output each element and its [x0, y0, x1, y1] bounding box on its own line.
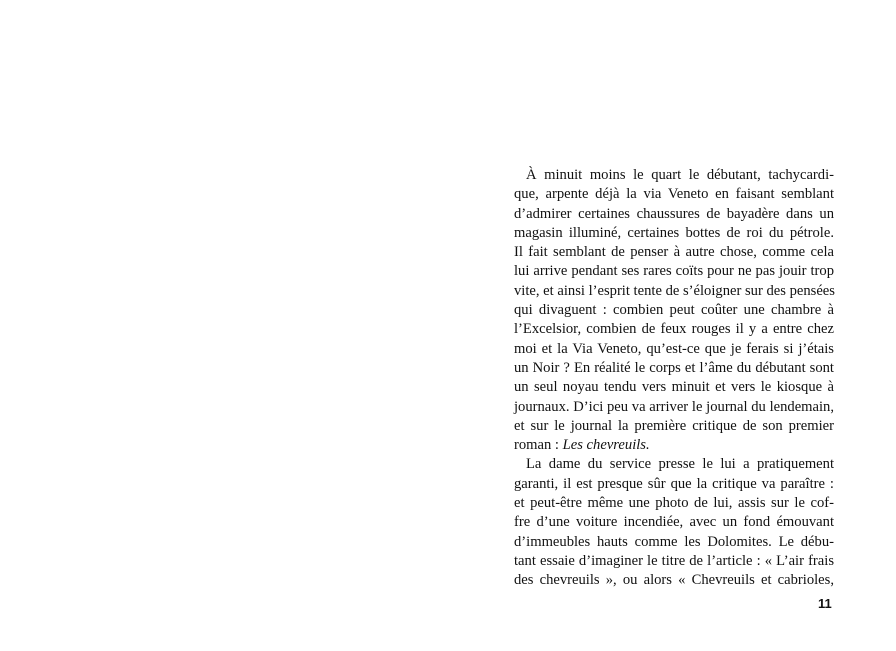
text-line-prefix: roman : [514, 437, 563, 454]
text-line: À minuit moins le quart le débutant, tachycardi- [526, 167, 834, 183]
text-line: que, arpente déjà la via Veneto en faisant semblant [514, 186, 834, 203]
text-line: un seul noyau tendu vers minuit et vers le kiosque à [514, 379, 834, 396]
text-line: magasin illuminé, certaines bottes de roi du pétrole. [514, 224, 834, 241]
page-number: 11 [818, 596, 832, 611]
text-line: moi et la Via Veneto, qu’est-ce que je ferais si j’étais [514, 340, 834, 357]
text-line: tant essaie d’imaginer le titre de l’article : « L’air frais [514, 552, 834, 569]
text-line: La dame du service presse le lui a pratiquement [526, 456, 834, 473]
paragraph-1 [514, 166, 834, 455]
text-line: lui arrive pendant ses rares coïts pour ne pas jouir trop [514, 263, 834, 280]
text-line: un Noir ? En réalité le corps et l’âme du débutant sont [514, 359, 834, 376]
text-line: journaux. D’ici peu va arriver le journal du lendemain, [514, 398, 834, 415]
text-line: Il fait semblant de penser à autre chose, comme cela [514, 244, 834, 261]
text-line: l’Excelsior, combien de feux rouges il y a entre chez [514, 321, 834, 338]
text-line: vite, et ainsi l’esprit tente de s’éloigner sur des pensées [514, 282, 835, 299]
text-line: et sur le journal la première critique de son premier [514, 417, 834, 434]
text-line: garanti, il est presque sûr que la critique va paraître : [514, 475, 834, 492]
text-line: fre d’une voiture incendiée, avec un fond émouvant [514, 514, 834, 531]
text-line: et peut-être même une photo de lui, assis sur le cof- [514, 495, 834, 512]
book-title: Les chevreuils. [562, 437, 650, 454]
text-line: des chevreuils », ou alors « Chevreuils et cabrioles, [514, 572, 834, 589]
paragraph-2 [514, 455, 834, 590]
text-line: d’admirer certaines chaussures de bayadère dans un [514, 205, 834, 222]
text-line [514, 436, 834, 455]
text-line: qui divaguent : combien peut coûter une chambre à [514, 302, 834, 319]
text-line: d’immeubles hauts comme les Dolomites. Le débu- [514, 533, 834, 550]
body-text [514, 166, 834, 591]
